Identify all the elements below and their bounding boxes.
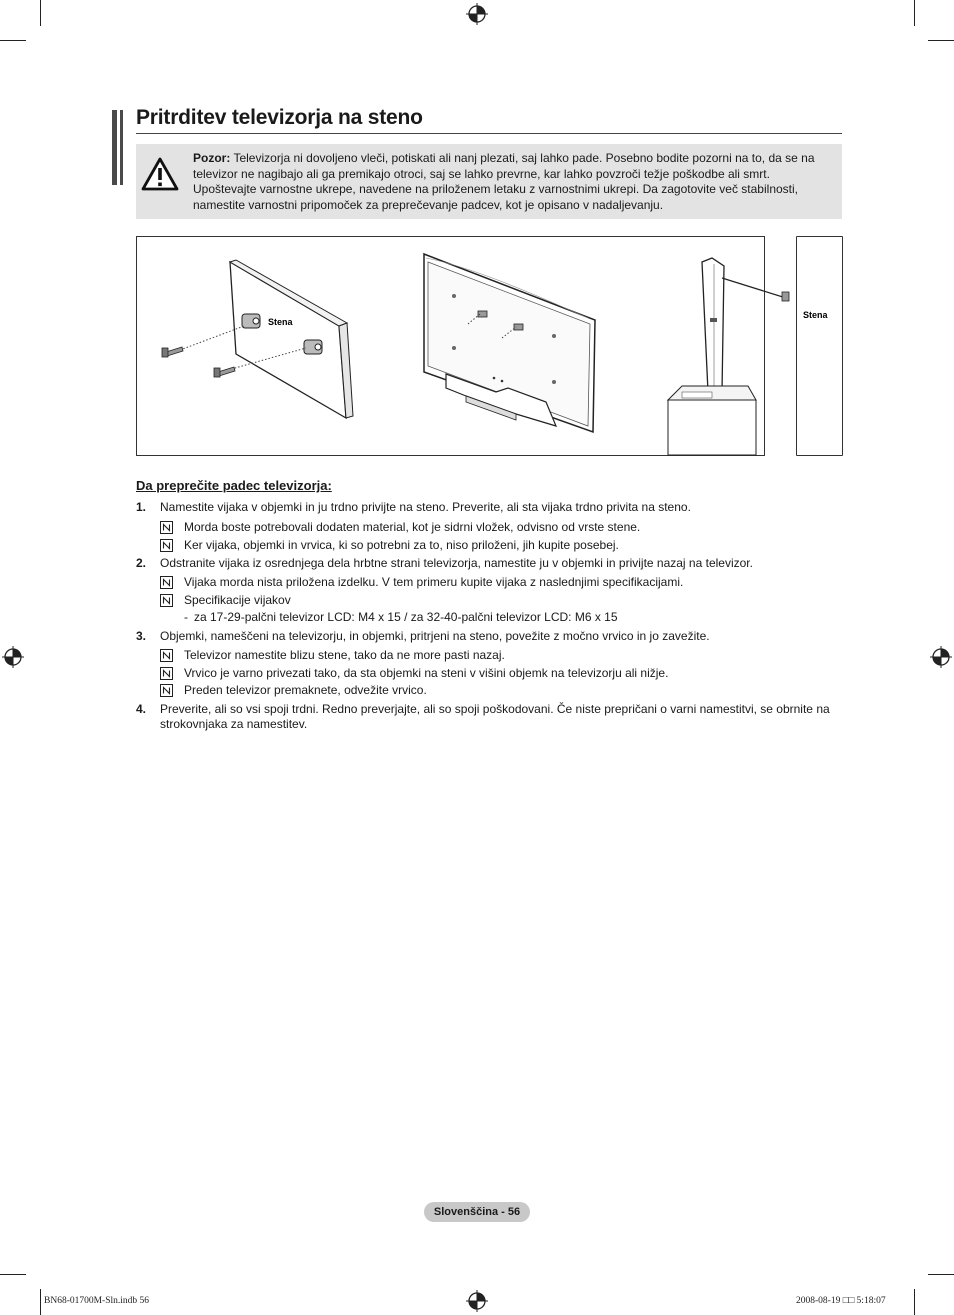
step-number: 3. [136,628,147,643]
caution-body: Televizorja ni dovoljeno vleči, potiskati ali nanj plezati, saj lahko pade. Posebno bodite pozorni na to, da se na televizor ne nagibajo ali ga premikajo otroci, saj se lahko prevrne, kar lahko povzroči težje poškodbe ali smrt. Upoštevajte varnostne ukrepe, navedene na priloženem letaku z varnostnimi ukrepi. Da zagotovite več stabilnosti, namestite varnostni pripomoček za preprečevanje padcev, kot je opisano v nadaljevanju. [193,151,815,212]
print-slug-date: 2008-08-19 □□ 5:18:07 [796,1296,886,1306]
section-title: Da preprečite padec televizorja: [136,478,332,493]
step-text: Preverite, ali so vsi spoji trdni. Redno preverjajte, ali so spoji poškodovani. Če niste prepričani o varni namestitvi, se obrnite na strokovnjaka za namestitev. [160,701,830,731]
note-text: Vrvico je varno privezati tako, da sta objemki na steni v višini objemk na televizorju ali nižje. [184,665,669,680]
instruction-list [136,500,842,733]
step-text: Objemki, nameščeni na televizorju, in objemki, pritrjeni na steno, povežite z močno vrvico in jo zavežite. [160,628,710,643]
step-text: Odstranite vijaka iz osrednjega dela hrbtne strani televizorja, namestite ju v objemki in privijte nazaj na televizor. [160,555,753,570]
step-number: 1. [136,500,147,514]
crop-mark [0,40,26,41]
warning-triangle-icon [140,156,180,192]
spec-text: za 17-29-palčni televizor LCD: M4 x 15 / za 32-40-palčni televizor LCD: M6 x 15 [194,610,618,624]
instruction-step [136,702,842,733]
note-icon [160,684,173,697]
caution-label: Pozor: [193,151,231,165]
dash-mark: - [184,610,188,624]
note-item [136,683,842,699]
note-icon [160,667,173,680]
crop-mark [928,1274,954,1275]
note-text: Ker vijaka, objemki in vrvica, ki so potrebni za to, niso priloženi, jih kupite posebej. [184,538,619,552]
crop-mark [0,1274,26,1275]
registration-mark-icon [466,1290,488,1312]
registration-mark-icon [930,646,952,668]
note-item [136,520,842,536]
wall-label: Stena [268,317,293,327]
step-text: Namestite vijaka v objemki in ju trdno privijte na steno. Preverite, ali sta vijaka trdno privita na steno. [160,500,691,514]
registration-mark-icon [2,646,24,668]
page-number-badge: Slovenščina - 56 [424,1202,530,1222]
note-item [136,593,842,609]
instruction-step [136,629,842,645]
note-text: Morda boste potrebovali dodaten material, kot je sidrni vložek, odvisno od vrste stene. [184,519,641,534]
print-slug-file: BN68-01700M-Sln.indb 56 [44,1296,150,1306]
note-icon [160,521,173,534]
wall-label: Stena [803,310,828,320]
crop-mark [40,1289,41,1315]
note-text: Vijaka morda nista priložena izdelku. V tem primeru kupite vijaka z naslednjimi specifikacijami. [184,575,684,589]
step-number: 4. [136,701,147,716]
note-item [136,575,842,591]
crop-mark [914,1289,915,1315]
wall-bracket [242,314,260,328]
page-title: Pritrditev televizorja na steno [136,106,423,129]
instruction-step [136,556,842,572]
note-text: Preden televizor premaknete, odvežite vrvico. [184,683,427,697]
title-rule [136,133,842,134]
note-icon [160,594,173,607]
spec-item [136,610,842,626]
note-item [136,538,842,554]
instruction-step [136,500,842,516]
crop-mark [914,0,915,26]
note-text: Televizor namestite blizu stene, tako da ne more pasti nazaj. [184,648,505,662]
note-item [136,666,842,682]
step-number: 2. [136,555,147,570]
caution-box [136,144,842,219]
note-icon [160,539,173,552]
note-item [136,648,842,664]
note-icon [160,576,173,589]
note-icon [160,649,173,662]
registration-mark-icon [466,3,488,25]
caution-text [193,151,823,213]
crop-mark [928,40,954,41]
crop-mark [40,0,41,26]
wall-bracket [304,340,322,354]
note-text: Specifikacije vijakov [184,592,291,607]
wall-bracket [782,292,789,301]
wall-mount-illustration [136,236,843,456]
